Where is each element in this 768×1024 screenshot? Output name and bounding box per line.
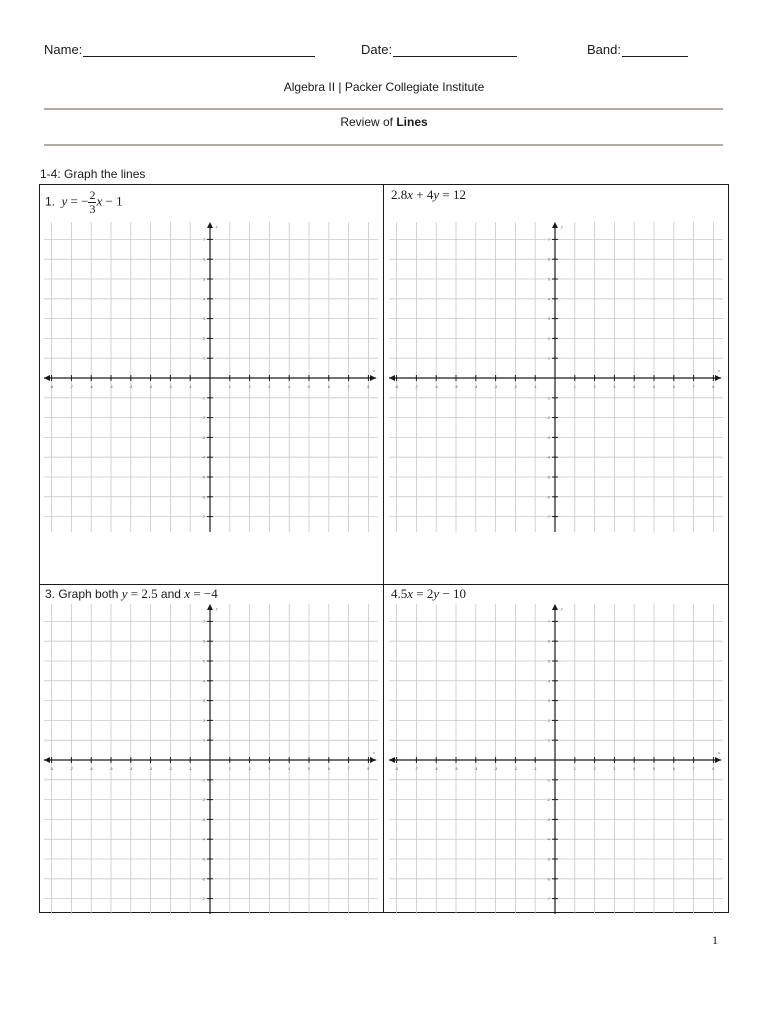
y-tick-label: 2 — [548, 718, 550, 723]
y-tick-label: -1 — [201, 396, 205, 401]
question-1-label — [45, 189, 123, 216]
x-tick-label: -1 — [188, 767, 192, 771]
x-tick-label: -7 — [414, 385, 418, 389]
y-tick-label: 5 — [548, 659, 550, 664]
q1-frac-num: 2 — [89, 188, 96, 202]
review-banner — [0, 115, 768, 129]
top-rule — [44, 108, 723, 110]
x-axis-arrow-left — [389, 375, 395, 381]
x-tick-label: 4 — [288, 767, 291, 771]
y-tick-label: 7 — [548, 237, 550, 242]
grid-lines — [389, 604, 723, 914]
x-tick-label: 8 — [367, 767, 370, 771]
x-axis-arrow-left — [44, 757, 50, 763]
x-tick-label: 3 — [613, 767, 616, 771]
x-tick-label: 8 — [367, 385, 370, 389]
q2-b: + 4 — [413, 187, 434, 202]
q2-c: = 12 — [439, 187, 466, 202]
x-tick-label: -5 — [109, 385, 113, 389]
x-tick-label: 4 — [633, 385, 636, 389]
y-tick-label: -7 — [546, 897, 550, 902]
q4-y: y — [433, 586, 440, 601]
y-tick-label: -2 — [546, 798, 550, 803]
x-tick-label: -3 — [149, 767, 153, 771]
x-tick-label: 6 — [672, 385, 675, 389]
y-tick-label: 6 — [203, 257, 205, 262]
x-tick-label: -7 — [69, 767, 73, 771]
y-tick-label: 3 — [548, 699, 550, 704]
x-tick-label: -4 — [474, 767, 478, 771]
y-axis-label: y — [216, 606, 218, 611]
y-tick-label: 6 — [548, 639, 550, 644]
q1-y: y — [61, 193, 68, 209]
x-tick-label: 5 — [653, 385, 655, 389]
y-tick-label: -6 — [546, 877, 550, 882]
coordinate-plane-1[interactable] — [44, 222, 378, 532]
x-tick-label: 1 — [573, 767, 576, 771]
y-tick-label: -4 — [546, 455, 550, 460]
y-tick-label: 3 — [548, 317, 550, 322]
band-field[interactable] — [587, 42, 688, 57]
x-tick-label: 6 — [672, 767, 675, 771]
x-tick-label: 4 — [288, 385, 291, 389]
x-tick-label: 8 — [712, 767, 715, 771]
y-tick-label: -3 — [546, 817, 550, 822]
y-tick-label: -7 — [201, 515, 205, 520]
y-tick-label: -1 — [201, 778, 205, 783]
name-field[interactable] — [44, 42, 315, 57]
y-tick-label: -5 — [201, 475, 205, 480]
x-tick-label: -4 — [129, 385, 133, 389]
x-tick-label: -5 — [454, 385, 458, 389]
q3-prefix: 3. Graph both — [45, 587, 122, 601]
y-tick-label: -7 — [201, 897, 205, 902]
y-tick-label: 5 — [548, 277, 550, 282]
question-3-label — [45, 586, 218, 602]
banner-bold: Lines — [396, 115, 428, 129]
x-tick-label: -3 — [494, 767, 498, 771]
x-tick-label: -7 — [69, 385, 73, 389]
x-tick-label: 7 — [347, 385, 350, 389]
coordinate-plane-4[interactable] — [389, 604, 723, 914]
q4-x: x — [407, 586, 414, 601]
section-label: 1-4: Graph the lines — [40, 167, 146, 181]
grid-lines — [44, 222, 378, 532]
x-tick-label: -2 — [168, 385, 172, 389]
question-4-label — [391, 586, 466, 602]
y-tick-label: 2 — [548, 336, 550, 341]
x-tick-label: 7 — [692, 767, 695, 771]
name-blank[interactable] — [83, 42, 315, 57]
x-tick-label: -5 — [109, 767, 113, 771]
y-tick-label: 1 — [548, 356, 550, 361]
y-tick-label: 3 — [203, 699, 205, 704]
x-tick-label: -6 — [434, 385, 438, 389]
question-2-label — [391, 187, 466, 203]
y-tick-label: -5 — [201, 857, 205, 862]
x-tick-label: 5 — [653, 767, 655, 771]
date-field[interactable] — [361, 42, 517, 57]
q4-a: 4.5 — [391, 586, 408, 601]
q2-x: x — [407, 187, 414, 202]
y-tick-label: 6 — [203, 639, 205, 644]
x-tick-label: -3 — [494, 385, 498, 389]
x-tick-label: -8 — [50, 767, 54, 771]
q4-b: = 2 — [413, 586, 434, 601]
x-tick-label: -2 — [513, 385, 517, 389]
x-axis-arrow — [370, 375, 376, 381]
x-axis-label: x — [718, 750, 720, 755]
y-axis-label: y — [216, 224, 218, 229]
y-tick-label: 1 — [203, 356, 205, 361]
q3-y-rest: = 2.5 — [127, 586, 158, 601]
y-axis-arrow — [552, 604, 558, 610]
x-tick-label: 1 — [228, 385, 231, 389]
x-tick-label: -6 — [89, 767, 93, 771]
x-tick-label: 6 — [327, 767, 330, 771]
x-tick-label: -8 — [395, 385, 399, 389]
x-axis-arrow-left — [389, 757, 395, 763]
x-axis-arrow — [715, 757, 721, 763]
y-tick-label: 5 — [203, 659, 205, 664]
x-axis-arrow — [370, 757, 376, 763]
x-tick-label: 3 — [613, 385, 616, 389]
y-tick-label: -3 — [201, 817, 205, 822]
name-label: Name: — [44, 42, 83, 57]
x-tick-label: 7 — [692, 385, 695, 389]
q3-x-rest: = −4 — [190, 586, 218, 601]
band-blank[interactable] — [622, 42, 688, 57]
x-tick-label: -8 — [395, 767, 399, 771]
y-tick-label: 4 — [548, 679, 550, 684]
student-info-row — [44, 42, 724, 64]
y-tick-label: -2 — [546, 416, 550, 421]
grid-lines — [389, 222, 723, 532]
x-tick-label: -3 — [149, 385, 153, 389]
x-tick-label: -1 — [533, 385, 537, 389]
q1-number: 1. — [45, 194, 56, 209]
x-tick-label: 3 — [268, 767, 271, 771]
y-axis-label: y — [561, 606, 563, 611]
date-label: Date: — [361, 42, 393, 57]
x-tick-label: 2 — [593, 767, 596, 771]
x-tick-label: 4 — [633, 767, 636, 771]
x-tick-label: 3 — [268, 385, 271, 389]
y-tick-label: 4 — [203, 297, 205, 302]
x-axis-label: x — [373, 368, 375, 373]
x-tick-label: -1 — [188, 385, 192, 389]
q2-y: y — [433, 187, 440, 202]
q4-c: − 10 — [439, 586, 466, 601]
x-tick-label: 2 — [248, 767, 251, 771]
y-tick-label: -6 — [201, 495, 205, 500]
bottom-rule — [44, 144, 723, 146]
y-axis-label: y — [561, 224, 563, 229]
page-number: 1 — [712, 933, 718, 947]
y-axis-arrow — [207, 222, 213, 228]
y-tick-label: 5 — [203, 277, 205, 282]
y-tick-label: 7 — [548, 619, 550, 624]
x-axis-arrow — [715, 375, 721, 381]
q3-and: and — [157, 587, 185, 601]
x-tick-label: -5 — [454, 767, 458, 771]
x-tick-label: -8 — [50, 385, 54, 389]
x-tick-label: 7 — [347, 767, 350, 771]
y-tick-label: -3 — [546, 435, 550, 440]
y-axis-arrow — [552, 222, 558, 228]
y-tick-label: 4 — [548, 297, 550, 302]
date-blank[interactable] — [393, 42, 517, 57]
y-tick-label: 4 — [203, 679, 205, 684]
vertical-divider — [383, 184, 384, 913]
q2-a: 2.8 — [391, 187, 408, 202]
y-tick-label: 6 — [548, 257, 550, 262]
x-tick-label: 8 — [712, 385, 715, 389]
y-tick-label: 7 — [203, 619, 205, 624]
horizontal-divider — [39, 584, 729, 585]
x-tick-label: -7 — [414, 767, 418, 771]
x-tick-label: 5 — [308, 767, 310, 771]
y-tick-label: 2 — [203, 718, 205, 723]
x-tick-label: -2 — [168, 767, 172, 771]
x-tick-label: -2 — [513, 767, 517, 771]
x-tick-label: -6 — [89, 385, 93, 389]
x-tick-label: 2 — [593, 385, 596, 389]
banner-prefix: Review of — [340, 115, 397, 129]
q1-frac-den: 3 — [89, 202, 96, 216]
y-tick-label: -3 — [201, 435, 205, 440]
y-tick-label: -1 — [546, 396, 550, 401]
y-tick-label: 3 — [203, 317, 205, 322]
y-tick-label: -4 — [201, 455, 205, 460]
x-tick-label: 1 — [228, 767, 231, 771]
y-tick-label: -5 — [546, 475, 550, 480]
y-tick-label: -6 — [201, 877, 205, 882]
coordinate-plane-3[interactable] — [44, 604, 378, 914]
y-tick-label: -4 — [546, 837, 550, 842]
x-tick-label: 6 — [327, 385, 330, 389]
y-tick-label: -7 — [546, 515, 550, 520]
q1-tail: − 1 — [102, 193, 123, 209]
x-tick-label: 1 — [573, 385, 576, 389]
x-tick-label: -1 — [533, 767, 537, 771]
course-subtitle: Algebra II | Packer Collegiate Institute — [283, 80, 485, 94]
x-tick-label: 2 — [248, 385, 251, 389]
x-axis-label: x — [373, 750, 375, 755]
x-tick-label: -4 — [129, 767, 133, 771]
y-tick-label: -2 — [201, 416, 205, 421]
y-axis-arrow — [207, 604, 213, 610]
y-tick-label: -4 — [201, 837, 205, 842]
y-tick-label: -1 — [546, 778, 550, 783]
coordinate-plane-2[interactable] — [389, 222, 723, 532]
x-tick-label: -6 — [434, 767, 438, 771]
y-tick-label: 1 — [203, 738, 205, 743]
x-tick-label: -4 — [474, 385, 478, 389]
y-tick-label: -2 — [201, 798, 205, 803]
y-tick-label: 2 — [203, 336, 205, 341]
y-tick-label: 7 — [203, 237, 205, 242]
grid-lines — [44, 604, 378, 914]
q3-x: x — [184, 586, 191, 601]
q1-x: x — [96, 193, 103, 209]
band-label: Band: — [587, 42, 621, 57]
q1-eq: = − — [67, 193, 89, 209]
q3-y: y — [121, 586, 128, 601]
x-axis-arrow-left — [44, 375, 50, 381]
x-tick-label: 5 — [308, 385, 310, 389]
y-tick-label: 1 — [548, 738, 550, 743]
y-tick-label: -6 — [546, 495, 550, 500]
x-axis-label: x — [718, 368, 720, 373]
y-tick-label: -5 — [546, 857, 550, 862]
